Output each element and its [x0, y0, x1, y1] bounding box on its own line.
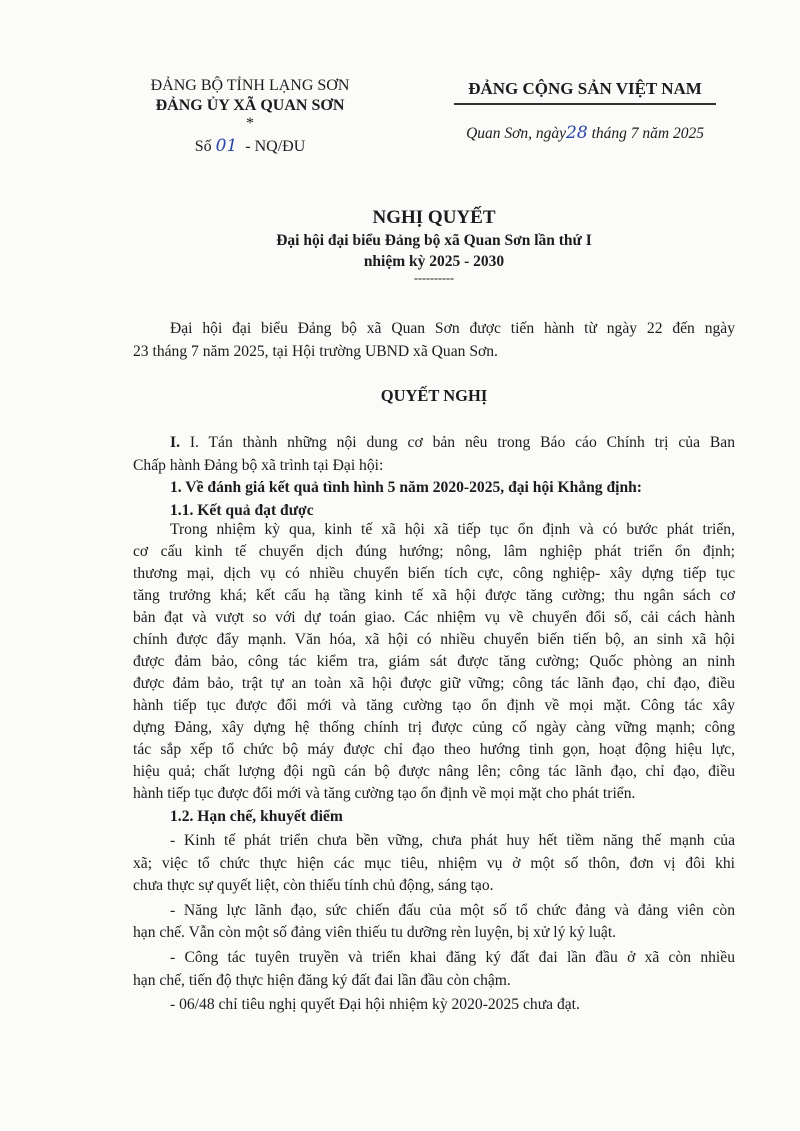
text-line: được đảm bảo, công tác kiểm tra, giám sát được tăng cường; Quốc phòng an ninh	[133, 653, 735, 670]
party-name-underline	[454, 103, 716, 105]
commune-party-committee: ĐẢNG ỦY XÃ QUAN SƠN	[155, 97, 345, 114]
text-line: chưa thực sự quyết liệt, còn thiếu tính chủ động, sáng tạo.	[133, 877, 494, 895]
date-prefix: Quan Sơn, ngày	[466, 124, 567, 142]
limitation-item	[133, 994, 735, 1017]
document-date	[430, 123, 740, 143]
text-line: bản đạt và vượt so với dự toán giao. Các nhiệm vụ về chuyển đổi số, cải cách hành	[133, 609, 735, 626]
date-suffix: tháng 7 năm 2025	[591, 124, 704, 142]
limitations-list	[133, 830, 735, 1019]
issuing-body	[130, 76, 370, 157]
text-line: dựng Đảng, xây dựng hệ thống chính trị được củng cố ngày càng vững mạnh; công	[133, 719, 735, 736]
handwritten-day: 28	[566, 122, 588, 143]
document-number	[130, 136, 370, 157]
provincial-party-committee: ĐẢNG BỘ TỈNH LẠNG SƠN	[150, 77, 350, 94]
text-line: Đại hội đại biểu Đảng bộ xã Quan Sơn được tiến hành từ ngày 22 đến ngày	[170, 320, 735, 337]
part-one-line1: I. Tán thành những nội dung cơ bản nêu trong Báo cáo Chính trị của Ban	[189, 434, 735, 451]
text-line: xã; việc tổ chức thực hiện các mục tiêu, nhiệm vụ ở một số thôn, đơn vị đôi khi	[133, 854, 735, 872]
text-line: 23 tháng 7 năm 2025, tại Hội trường UBND xã Quan Sơn.	[133, 342, 498, 360]
heading-1: 1. Về đánh giá kết quả tình hình 5 năm 2020-2025, đại hội Khẳng định:	[170, 479, 643, 497]
title-divider: ----------	[414, 271, 454, 285]
text-line: hành tiếp tục được đổi mới và tăng cường tạo ổn định về mọi mặt cho phát triển.	[133, 785, 636, 802]
text-line: - Kinh tế phát triển chưa bền vững, chưa phát huy hết tiềm năng thế mạnh của	[170, 832, 735, 849]
document-title-block	[133, 206, 735, 284]
text-line: chính được đẩy mạnh. Văn hóa, xã hội có nhiều chuyển biến tiến bộ, an sinh xã hội	[133, 631, 735, 648]
part-one	[133, 432, 735, 522]
text-line: Chấp hành Đảng bộ xã trình tại Đại hội:	[133, 456, 384, 474]
text-line: Trong nhiệm kỳ qua, kinh tế xã hội xã tiếp tục ổn định và có bước phát triển,	[170, 521, 735, 538]
text-line	[133, 432, 735, 455]
text-line: - Công tác tuyên truyền và triển khai đăng ký đất đai lần đầu ở xã còn nhiều	[170, 948, 735, 966]
heading-1-2-text: 1.2. Hạn chế, khuyết điểm	[170, 808, 343, 825]
text-line: - 06/48 chỉ tiêu nghị quyết Đại hội nhiệm kỳ 2020-2025 chưa đạt.	[170, 996, 580, 1014]
heading-1-1: 1.1. Kết quả đạt được	[170, 501, 314, 519]
number-suffix: - NQ/ĐU	[245, 138, 306, 155]
text-line: được đảm bảo, trật tự an toàn xã hội được giữ vững; công tác lãnh đạo, chỉ đạo, điều	[133, 675, 735, 692]
intro-paragraph	[133, 318, 735, 363]
number-prefix: Số	[194, 138, 212, 155]
handwritten-number: 01	[215, 136, 238, 156]
party-name: ĐẢNG CỘNG SẢN VIỆT NAM	[468, 79, 702, 98]
part-number: I.	[170, 434, 180, 451]
document-title: NGHỊ QUYẾT	[372, 207, 496, 228]
text-line: cơ cấu kinh tế chuyển dịch đúng hướng; nông, lâm nghiệp phát triển ổn định;	[133, 543, 735, 560]
limitation-item	[133, 900, 735, 945]
text-line: hành tiếp tục được đổi mới và tăng cường tạo ổn định về mọi mặt. Công tác xây	[133, 697, 735, 714]
text-line: - Năng lực lãnh đạo, sức chiến đấu của một số tổ chức đảng và đảng viên còn	[170, 901, 735, 919]
text-line: hạn chế. Vẫn còn một số đảng viên thiếu tu dưỡng rèn luyện, bị xử lý kỷ luật.	[133, 924, 617, 942]
party-header	[430, 78, 740, 143]
section-title: QUYẾT NGHỊ	[380, 386, 488, 405]
text-line: hạn chế, tiến độ thực hiện đăng ký đất đai lần đầu còn chậm.	[133, 971, 511, 989]
limitation-item	[133, 947, 735, 992]
text-line: hiệu quả; chất lượng đội ngũ cán bộ được nâng lên; công tác lãnh đạo, chỉ đạo, điều	[133, 763, 735, 780]
document-term: nhiệm kỳ 2025 - 2030	[363, 253, 505, 270]
document-subtitle: Đại hội đại biểu Đảng bộ xã Quan Sơn lần thứ I	[276, 232, 592, 249]
results-paragraph	[133, 519, 735, 805]
star-mark: *	[246, 115, 254, 132]
limitation-item	[133, 830, 735, 898]
heading-1-2	[133, 806, 735, 829]
text-line: tác sắp xếp tổ chức bộ máy được chỉ đạo theo hướng tinh gọn, hoạt động hiệu lực,	[133, 741, 735, 758]
text-line: thương mại, dịch vụ có nhiều chuyển biến tích cực, công nghiệp- xây dựng tiếp tục	[133, 565, 735, 582]
text-line: tăng trưởng khá; kết cấu hạ tầng kinh tế xã hội được tăng cường; thu ngân sách cơ	[133, 587, 735, 604]
